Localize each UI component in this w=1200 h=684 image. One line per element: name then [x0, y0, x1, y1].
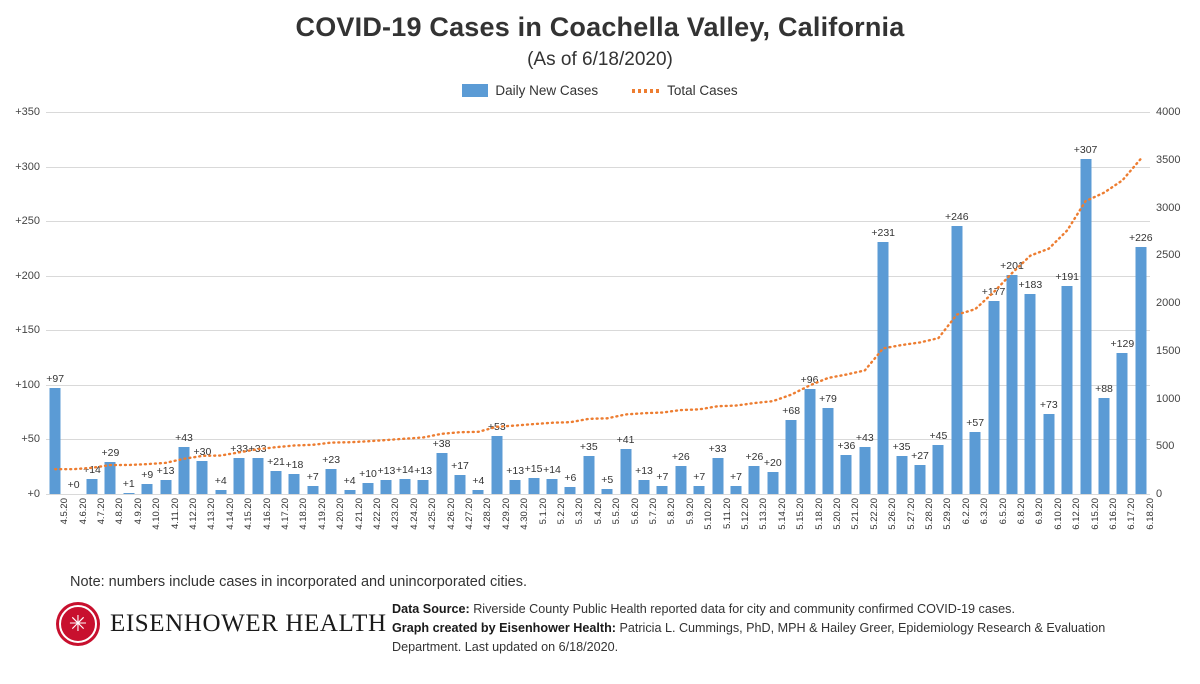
bar-value-label: +26: [745, 450, 764, 463]
bar-value-label: +38: [432, 437, 451, 450]
x-axis-tick: 5.15.20: [795, 498, 807, 530]
logo-text: EISENHOWER HEALTH: [110, 610, 387, 637]
y-axis-right-tick: 2000: [1156, 297, 1181, 309]
bar[interactable]: [1025, 294, 1036, 494]
bar[interactable]: [454, 475, 465, 494]
x-axis-tick: 5.14.20: [776, 498, 788, 530]
x-axis-tick: 5.12.20: [740, 498, 751, 530]
bar[interactable]: [1062, 286, 1073, 494]
x-axis-tick: 5.3.20: [574, 498, 586, 525]
bar[interactable]: [1080, 159, 1091, 494]
bar-value-label: +43: [855, 432, 874, 445]
x-axis-tick: 4.8.20: [114, 498, 126, 525]
bar-value-label: +201: [1000, 259, 1024, 272]
bar[interactable]: [362, 483, 373, 494]
bar-value-label: +79: [819, 392, 837, 405]
bar-slot[interactable]: [120, 112, 138, 494]
x-axis-tick: 5.20.20: [832, 498, 843, 530]
bar-slot[interactable]: [543, 112, 561, 494]
page-subtitle: (As of 6/18/2020): [527, 49, 673, 70]
bar-value-label: +13: [414, 464, 433, 477]
bar-slot[interactable]: [506, 112, 524, 494]
bar-value-label: +96: [800, 374, 819, 387]
bar[interactable]: [234, 458, 245, 494]
bar-slot[interactable]: [1095, 112, 1113, 494]
x-axis-tick: 5.27.20: [905, 498, 917, 530]
x-axis-tick: 4.29.20: [500, 498, 512, 530]
x-axis-tick: 6.16.20: [1108, 498, 1119, 530]
bar-slot[interactable]: [432, 112, 450, 494]
bar[interactable]: [528, 478, 539, 494]
bar-value-label: +14: [395, 463, 414, 476]
x-axis-tick: 5.13.20: [758, 498, 770, 530]
bar[interactable]: [105, 462, 116, 494]
bar-value-label: +29: [101, 447, 120, 460]
bar[interactable]: [620, 449, 631, 494]
bar[interactable]: [344, 490, 355, 494]
x-axis-tick: 6.17.20: [1126, 498, 1138, 530]
bar[interactable]: [418, 480, 429, 494]
bar-slot[interactable]: [672, 112, 690, 494]
bar-slot[interactable]: [690, 112, 708, 494]
x-axis-tick: 4.9.20: [132, 498, 144, 525]
bar-value-label: +45: [929, 429, 948, 442]
bar[interactable]: [896, 456, 907, 494]
x-axis-tick: 4.26.20: [445, 498, 457, 530]
bar-value-label: +307: [1073, 143, 1098, 156]
bar-slot[interactable]: [764, 112, 782, 494]
bar-slot[interactable]: [156, 112, 174, 494]
bar-slot[interactable]: [1110, 112, 1135, 494]
bar-slot[interactable]: [524, 112, 542, 494]
bar-slot[interactable]: [469, 112, 487, 494]
bar-slot[interactable]: [856, 112, 874, 494]
logo-star-icon: ✳: [56, 602, 100, 646]
bar-slot[interactable]: [981, 112, 1006, 494]
bar-slot[interactable]: [944, 112, 969, 494]
bar-value-label: +9: [141, 469, 154, 482]
bar-value-label: +4: [472, 474, 485, 487]
page-title: COVID-19 Cases in Coachella Valley, California: [295, 12, 905, 42]
bar-value-label: +35: [892, 440, 911, 453]
gridline: [46, 494, 1150, 495]
bar-slot[interactable]: [561, 112, 579, 494]
bar[interactable]: [804, 389, 815, 494]
x-axis-tick: 5.26.20: [887, 498, 899, 530]
bar-value-label: +20: [763, 457, 782, 470]
y-axis-left-tick: +50: [21, 433, 40, 446]
x-axis-tick: 6.12.20: [1071, 498, 1083, 530]
legend-item-daily-new-cases: [462, 83, 598, 98]
bar[interactable]: [694, 486, 705, 494]
bar-value-label: +27: [911, 449, 929, 462]
x-axis-tick: 4.14.20: [224, 498, 236, 530]
bar-slot[interactable]: [212, 112, 230, 494]
bar-value-label: +6: [564, 472, 577, 485]
bar[interactable]: [252, 458, 263, 494]
bar[interactable]: [767, 472, 778, 494]
bar-slot[interactable]: [929, 112, 947, 494]
bar-value-label: +0: [67, 479, 80, 491]
bar-value-label: +7: [306, 471, 319, 484]
y-axis-left-tick: +150: [15, 324, 40, 337]
bar-value-label: +14: [83, 463, 101, 476]
bar-value-label: +43: [175, 432, 193, 445]
bar-value-label: +97: [46, 373, 65, 386]
bar[interactable]: [1117, 353, 1128, 494]
legend-item-total-cases: [632, 83, 738, 98]
x-axis-tick: 6.3.20: [979, 498, 991, 525]
bar-value-label: +231: [871, 226, 896, 239]
bar[interactable]: [178, 447, 189, 494]
bar-value-label: +53: [487, 421, 506, 434]
x-axis-tick: 5.29.20: [942, 498, 954, 530]
bar[interactable]: [546, 479, 557, 494]
bar-slot[interactable]: [267, 112, 285, 494]
x-axis-tick: 5.11.20: [721, 498, 733, 529]
x-axis-tick: 4.10.20: [151, 498, 163, 530]
bar-slot[interactable]: [322, 112, 340, 494]
bar-slot[interactable]: [871, 112, 896, 494]
bar-value-label: +15: [524, 462, 543, 475]
chart-note: Note: numbers include cases in incorporated and unincorporated cities.: [70, 574, 528, 590]
bar-slot[interactable]: [83, 112, 101, 494]
bar-slot[interactable]: [1040, 112, 1058, 494]
bar-slot[interactable]: [819, 112, 837, 494]
bar-series: [46, 112, 1153, 494]
bar[interactable]: [712, 458, 723, 494]
x-axis-tick: 6.8.20: [1016, 498, 1027, 525]
x-axis-tick: 4.24.20: [408, 498, 420, 530]
bar-value-label: +7: [693, 471, 706, 484]
bar-value-label: +177: [981, 285, 1006, 298]
y-axis-left-tick: +100: [15, 378, 40, 391]
bar-value-label: +41: [616, 434, 635, 447]
x-axis-tick: 4.25.20: [427, 498, 439, 530]
bar[interactable]: [436, 453, 447, 494]
bar-value-label: +21: [267, 456, 285, 469]
y-axis-left-tick: +300: [15, 160, 40, 173]
y-axis-right-tick: 500: [1156, 440, 1175, 453]
bar-slot[interactable]: [396, 112, 414, 494]
credit-data-source: [392, 600, 1152, 619]
bar[interactable]: [307, 486, 318, 494]
bar-slot[interactable]: [414, 112, 432, 494]
bar[interactable]: [914, 465, 925, 494]
x-axis-tick: 6.9.20: [1034, 498, 1046, 525]
x-axis-tick: 5.10.20: [703, 498, 715, 530]
x-axis-tick: 5.21.20: [850, 498, 862, 530]
bar-slot[interactable]: [230, 112, 248, 494]
bar-slot[interactable]: [377, 112, 395, 494]
x-axis-tick: 4.6.20: [77, 498, 89, 525]
bar-value-label: +183: [1018, 279, 1043, 292]
bar[interactable]: [878, 242, 889, 494]
bar-value-label: +191: [1055, 270, 1080, 283]
y-axis-right-tick: 1000: [1156, 392, 1181, 405]
bar-value-label: +13: [377, 464, 396, 477]
bar-slot[interactable]: [1055, 112, 1080, 494]
bar-value-label: +33: [708, 442, 727, 455]
bar-value-label: +4: [214, 474, 227, 487]
bar-slot[interactable]: [304, 112, 322, 494]
x-axis-tick: 5.4.20: [592, 498, 604, 525]
bar[interactable]: [142, 484, 153, 494]
credit-graph-created-text: Patricia L. Cummings, PhD, MPH & Hailey Greer, Epidemiology Research & Evaluation Department. Last updated on 6/18/2020.: [392, 620, 1106, 654]
chart-legend: [0, 83, 1200, 98]
credit-data-source-label: Data Source:: [392, 602, 470, 616]
bar-slot[interactable]: [340, 112, 358, 494]
bar[interactable]: [160, 480, 171, 494]
bar[interactable]: [197, 461, 208, 494]
bar-slot[interactable]: [911, 112, 929, 494]
bar[interactable]: [602, 489, 613, 494]
bar[interactable]: [1043, 414, 1054, 494]
x-axis-tick: 4.22.20: [372, 498, 383, 530]
y-axis-right-tick: 0: [1156, 488, 1163, 500]
bar-slot[interactable]: [101, 112, 119, 494]
legend-swatch-line-icon: [632, 89, 660, 93]
bar[interactable]: [786, 420, 797, 494]
bar[interactable]: [822, 408, 833, 494]
x-axis-tick: 5.7.20: [648, 498, 659, 525]
bar-slot[interactable]: [580, 112, 598, 494]
y-axis-left-tick: +350: [15, 106, 40, 118]
bar-value-label: +1: [122, 477, 135, 490]
bar[interactable]: [1135, 247, 1146, 494]
credit-data-source-text: Riverside County Public Health reported data for city and community confirmed COVID-19 cases.: [473, 602, 1015, 616]
x-axis-tick: 6.5.20: [997, 498, 1009, 525]
bar-slot[interactable]: [635, 112, 653, 494]
bar-slot[interactable]: [598, 112, 616, 494]
bar-slot[interactable]: [1128, 112, 1153, 494]
bar-slot[interactable]: [64, 112, 82, 494]
plot-inner: [15, 106, 1181, 500]
x-axis-tick: 5.6.20: [629, 498, 641, 525]
x-axis-tick: 4.30.20: [519, 498, 531, 530]
bar-value-label: +33: [230, 442, 249, 455]
x-axis-tick: 5.1.20: [537, 498, 549, 525]
y-axis-right-tick: 3000: [1156, 201, 1181, 214]
bar-value-label: +57: [966, 416, 985, 429]
x-axis-labels: [46, 498, 1156, 558]
bar-value-label: +18: [285, 459, 304, 472]
bar-value-label: +30: [193, 446, 212, 459]
bar-slot[interactable]: [892, 112, 910, 494]
bar-value-label: +68: [782, 404, 801, 417]
bar[interactable]: [50, 388, 61, 494]
x-axis-tick: 4.17.20: [280, 498, 291, 530]
bar-value-label: +226: [1128, 232, 1153, 245]
bar-slot[interactable]: [248, 112, 266, 494]
eisenhower-logo: [56, 602, 387, 646]
bar[interactable]: [583, 456, 594, 494]
bar-value-label: +4: [343, 474, 356, 487]
bar-slot[interactable]: [616, 112, 634, 494]
bar-value-label: +23: [322, 453, 341, 466]
bar-value-label: +129: [1110, 338, 1135, 351]
credit-graph-created: [392, 619, 1152, 657]
credit-graph-created-label: Graph created by Eisenhower Health:: [392, 620, 616, 635]
bar-value-label: +36: [837, 439, 856, 452]
plot-region: [15, 106, 1181, 500]
bar[interactable]: [381, 480, 392, 494]
chart-area: [0, 106, 1200, 530]
bar[interactable]: [510, 480, 521, 494]
footer: [0, 598, 1200, 684]
bar[interactable]: [473, 490, 484, 494]
x-axis-tick: 6.2.20: [960, 498, 972, 525]
bar-value-label: +88: [1095, 382, 1113, 395]
x-axis-tick: 5.5.20: [611, 498, 623, 525]
bar[interactable]: [565, 487, 576, 494]
bar-slot[interactable]: [138, 112, 156, 494]
bar-slot[interactable]: [727, 112, 745, 494]
x-axis-tick: 4.19.20: [316, 498, 328, 530]
x-axis-tick: 4.5.20: [59, 498, 71, 525]
bar[interactable]: [675, 466, 686, 494]
bar-value-label: +35: [579, 440, 598, 453]
x-axis-tick: 5.9.20: [684, 498, 696, 525]
x-axis-tick: 6.15.20: [1089, 498, 1101, 530]
bar-slot[interactable]: [193, 112, 211, 494]
x-axis-tick: 4.15.20: [243, 498, 255, 530]
x-axis-tick: 5.2.20: [556, 498, 567, 525]
bar-slot[interactable]: [837, 112, 855, 494]
bar-slot[interactable]: [359, 112, 377, 494]
x-axis-tick: 4.11.20: [169, 498, 181, 529]
bar-value-label: +33: [248, 442, 267, 455]
x-axis-tick: 4.12.20: [188, 498, 199, 530]
y-axis-left-tick: +250: [15, 215, 40, 228]
bar-value-label: +10: [359, 468, 377, 481]
x-axis-tick: 4.27.20: [464, 498, 475, 530]
x-axis-tick: 6.10.20: [1052, 498, 1064, 530]
bar-value-label: +246: [944, 210, 969, 223]
bar[interactable]: [123, 493, 134, 494]
bar-slot[interactable]: [175, 112, 193, 494]
bar-value-label: +13: [506, 464, 525, 477]
bar[interactable]: [859, 447, 870, 494]
bar-value-label: +26: [671, 450, 690, 463]
y-axis-right-tick: 2500: [1156, 249, 1181, 262]
bar[interactable]: [749, 466, 760, 494]
bar-value-label: +7: [729, 471, 742, 484]
x-axis-tick: 4.28.20: [482, 498, 494, 530]
legend-label-daily-new-cases: Daily New Cases: [495, 83, 599, 98]
bar[interactable]: [638, 480, 649, 494]
y-axis-right-tick: 1500: [1156, 344, 1181, 357]
bar[interactable]: [933, 445, 944, 494]
bar-slot[interactable]: [966, 112, 984, 494]
bar[interactable]: [730, 486, 741, 494]
bar-slot[interactable]: [1000, 112, 1024, 494]
bar-slot[interactable]: [782, 112, 800, 494]
bar-slot[interactable]: [653, 112, 671, 494]
bar[interactable]: [491, 436, 502, 494]
bar-value-label: +13: [156, 464, 175, 477]
bar-value-label: +17: [451, 460, 469, 473]
bar[interactable]: [1098, 398, 1109, 494]
x-axis-tick: 4.21.20: [353, 498, 365, 530]
bar-slot[interactable]: [800, 112, 818, 494]
x-axis-tick: 4.7.20: [96, 498, 107, 525]
bar[interactable]: [399, 479, 410, 494]
legend-swatch-bar-icon: [462, 84, 488, 97]
bar[interactable]: [841, 455, 852, 494]
bar-slot[interactable]: [1073, 112, 1098, 494]
y-axis-right-tick: 4000: [1156, 106, 1181, 118]
bar-slot[interactable]: [745, 112, 763, 494]
x-axis-tick: 4.13.20: [206, 498, 218, 530]
bar[interactable]: [970, 432, 981, 494]
chart-page: [0, 12, 1200, 684]
bar-value-label: +5: [601, 473, 614, 486]
y-axis-left-tick: +200: [15, 269, 40, 282]
bar-value-label: +14: [543, 463, 561, 476]
bar-value-label: +7: [656, 471, 669, 484]
bar-slot[interactable]: [451, 112, 469, 494]
bar[interactable]: [326, 469, 337, 494]
bar-slot[interactable]: [285, 112, 303, 494]
y-axis-right-tick: 3500: [1156, 153, 1181, 166]
bar-slot[interactable]: [708, 112, 726, 494]
bar-value-label: +73: [1039, 399, 1058, 412]
bar[interactable]: [951, 226, 962, 494]
x-axis-tick: 5.22.20: [868, 498, 880, 530]
x-axis-tick: 5.28.20: [924, 498, 935, 530]
bar-slot[interactable]: [488, 112, 506, 494]
bar[interactable]: [657, 486, 668, 494]
x-axis-tick: 4.20.20: [335, 498, 347, 530]
bar[interactable]: [1006, 275, 1017, 494]
legend-label-total-cases: Total Cases: [667, 83, 738, 98]
bar[interactable]: [988, 301, 999, 494]
y-axis-left-tick: +0: [27, 488, 40, 500]
bar-slot[interactable]: [46, 112, 64, 494]
bar[interactable]: [270, 471, 281, 494]
bar[interactable]: [86, 479, 97, 494]
x-axis-tick: 6.18.20: [1144, 498, 1156, 530]
bar-value-label: +13: [635, 464, 653, 477]
x-axis-tick: 4.23.20: [390, 498, 402, 530]
bar[interactable]: [215, 490, 226, 494]
x-axis-tick: 5.18.20: [813, 498, 825, 530]
x-axis-tick: 4.18.20: [298, 498, 310, 530]
bar[interactable]: [289, 474, 300, 494]
bar-slot[interactable]: [1018, 112, 1043, 494]
x-axis-tick: 5.8.20: [666, 498, 678, 525]
x-axis-tick: 4.16.20: [261, 498, 273, 530]
credits: [392, 600, 1152, 657]
